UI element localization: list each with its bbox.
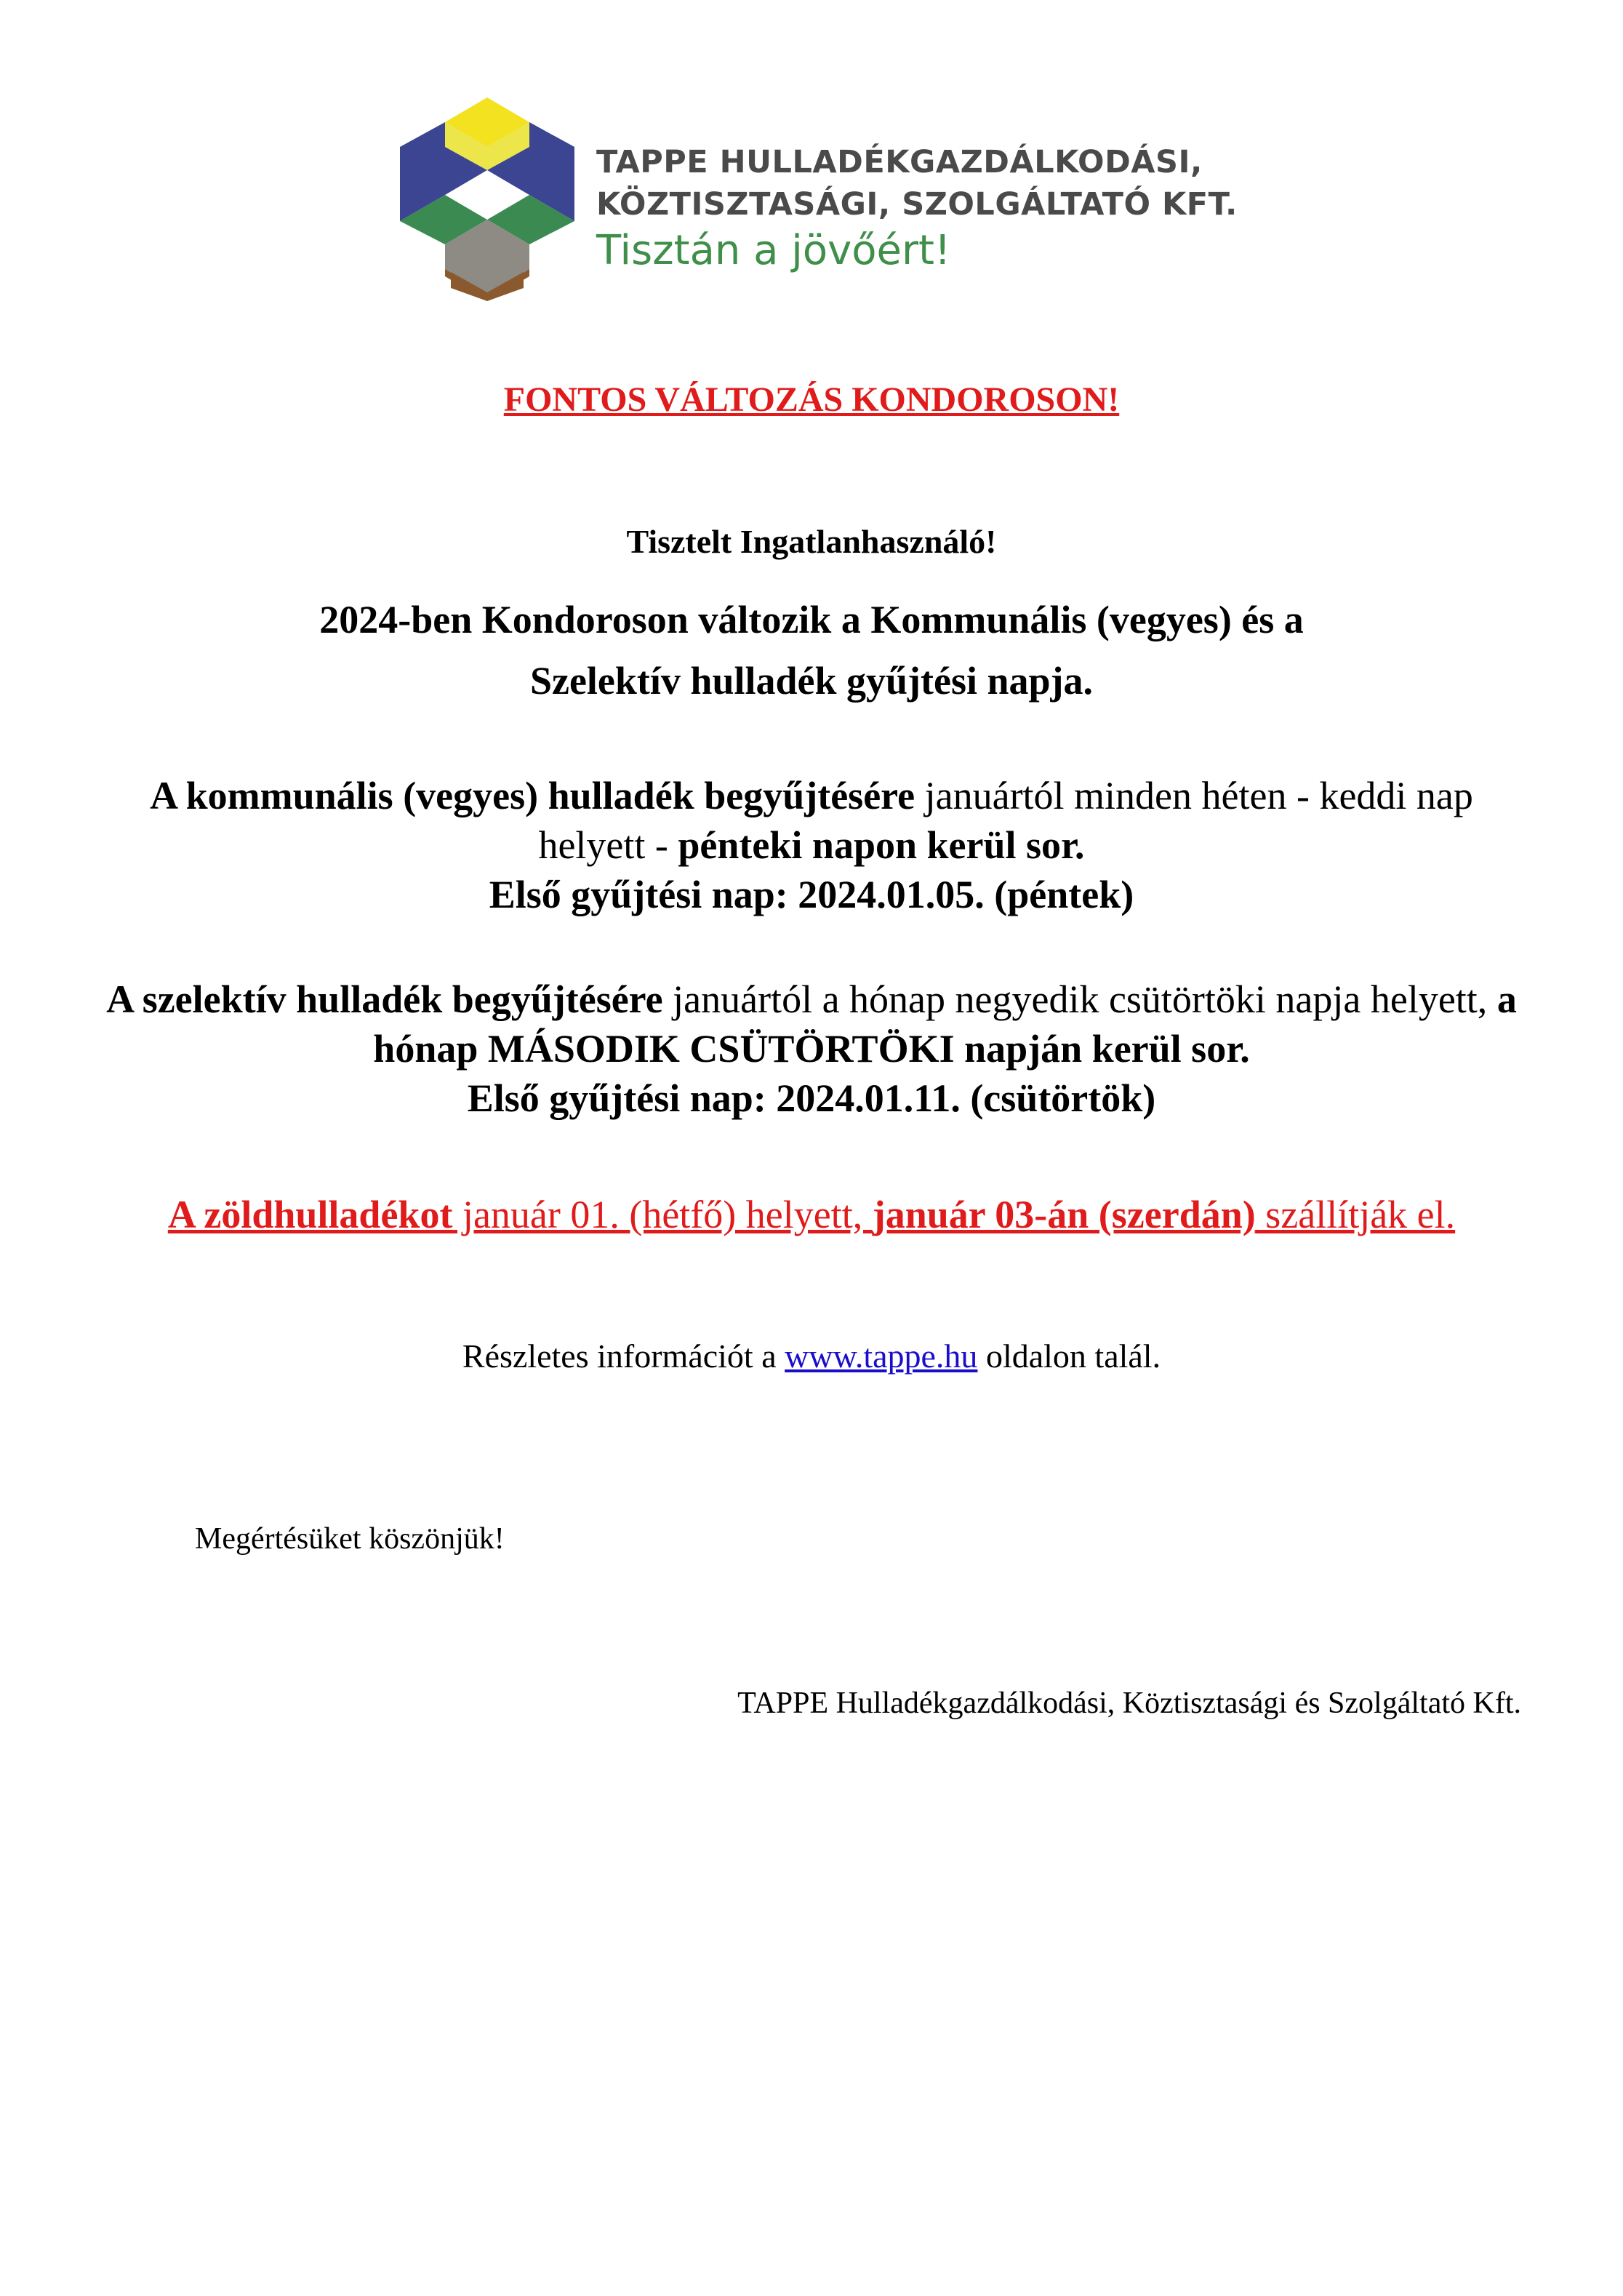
logo-slogan: Tisztán a jövőért!	[596, 227, 951, 274]
info-line	[0, 1337, 1623, 1375]
green-waste-paragraph	[102, 1190, 1521, 1239]
selective-first-date: Első gyűjtési nap: 2024.01.11. (csütörtök)	[467, 1076, 1156, 1120]
communal-paragraph	[102, 771, 1521, 919]
selective-paragraph	[102, 975, 1521, 1123]
company-logo	[400, 97, 1236, 301]
info-after: oldalon talál.	[977, 1337, 1161, 1375]
green-bold2: január 03-án (szerdán)	[872, 1193, 1256, 1236]
logo-company-line2: KÖZTISZTASÁGI, SZOLGÁLTATÓ KFT.	[596, 186, 1238, 223]
communal-text1: januártól minden héten - keddi nap helyett -	[538, 774, 1473, 867]
logo-hexagon-icon	[400, 97, 574, 301]
thanks-text: Megértésüket köszönjük!	[195, 1522, 505, 1556]
communal-bold2: pénteki napon kerül sor.	[678, 823, 1085, 867]
communal-first-date: Első gyűjtési nap: 2024.01.05. (péntek)	[489, 873, 1134, 916]
green-bold1: A zöldhulladékot	[167, 1193, 453, 1236]
selective-bold1: A szelektív hulladék begyűjtésére	[106, 977, 663, 1021]
signature: TAPPE Hulladékgazdálkodási, Köztisztasági és Szolgáltató Kft.	[737, 1687, 1521, 1720]
website-link[interactable]: www.tappe.hu	[785, 1337, 978, 1375]
communal-bold1: A kommunális (vegyes) hulladék begyűjtésére	[150, 774, 915, 817]
green-text1: január 01. (hétfő) helyett,	[452, 1193, 873, 1236]
intro-line2: Szelektív hulladék gyűjtési napja.	[529, 659, 1094, 703]
headline: FONTOS VÁLTOZÁS KONDOROSON!	[503, 380, 1120, 419]
intro-line1: 2024-ben Kondoroson változik a Kommunális (vegyes) és a	[319, 598, 1304, 641]
selective-bold2: a hónap MÁSODIK CSÜTÖRTÖKI napján kerül sor.	[373, 977, 1517, 1071]
intro	[0, 589, 1623, 711]
selective-text1: januártól a hónap negyedik csütörtöki napja helyett,	[662, 977, 1497, 1021]
logo-company-line1: TAPPE HULLADÉKGAZDÁLKODÁSI,	[596, 144, 1203, 180]
green-text2: szállítják el.	[1255, 1193, 1456, 1236]
greeting: Tisztelt Ingatlanhasználó!	[626, 523, 997, 560]
info-before: Részletes információt a	[462, 1337, 785, 1375]
